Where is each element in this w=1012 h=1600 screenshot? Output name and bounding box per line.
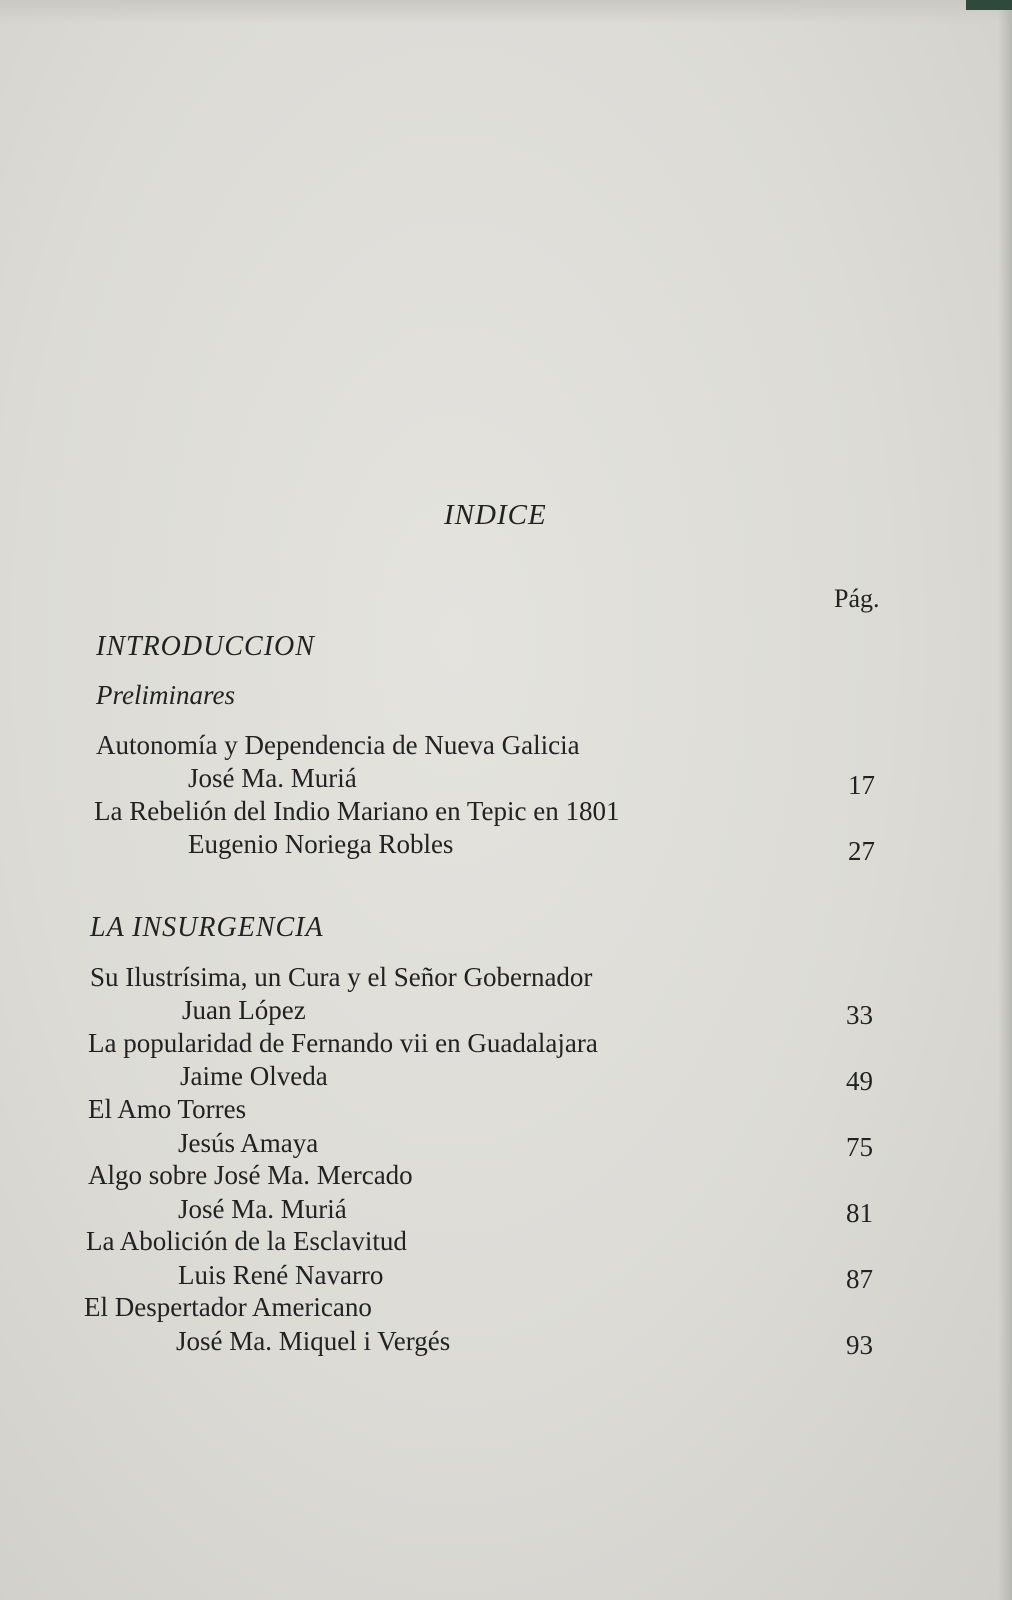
entry-title: El Amo Torres [88, 1094, 247, 1124]
entry-author: José Ma. Muriá [188, 763, 357, 793]
entry-author: Luis René Navarro [178, 1260, 384, 1290]
page-title: INDICE [444, 499, 547, 531]
page-right-shadow [998, 0, 1012, 1600]
entry-author: Jaime Olveda [180, 1061, 328, 1091]
entry-page: 75 [846, 1132, 873, 1162]
entry-author: Juan López [182, 995, 306, 1025]
entry-title: El Despertador Americano [84, 1292, 372, 1322]
entry-author: José Ma. Miquel i Vergés [176, 1326, 451, 1356]
entry-page: 87 [846, 1264, 873, 1294]
entry-page: 49 [846, 1066, 873, 1096]
entry-title: Algo sobre José Ma. Mercado [88, 1160, 413, 1190]
entry-page: 17 [848, 770, 875, 800]
entry-author: Eugenio Noriega Robles [188, 829, 454, 859]
entry-page: 33 [846, 1000, 873, 1030]
entry-title: Su Ilustrísima, un Cura y el Señor Gobernador [90, 962, 593, 992]
entry-page: 93 [846, 1330, 873, 1360]
entry-author: Jesús Amaya [178, 1128, 319, 1158]
entry-page: 81 [846, 1198, 873, 1228]
page-top-shadow [0, 0, 1012, 24]
entry-title: La Rebelión del Indio Mariano en Tepic en 1801 [94, 796, 620, 826]
entry-title: Autonomía y Dependencia de Nueva Galicia [96, 730, 580, 760]
entry-author: José Ma. Muriá [178, 1194, 347, 1224]
entry-title: La popularidad de Fernando vii en Guadalajara [88, 1028, 598, 1058]
page-column-label: Pág. [834, 584, 880, 613]
section-heading-la-insurgencia: LA INSURGENCIA [90, 912, 324, 943]
subsection-heading-preliminares: Preliminares [96, 680, 235, 710]
cover-corner [966, 0, 1012, 10]
entry-title: La Abolición de la Esclavitud [86, 1226, 407, 1256]
entry-page: 27 [848, 836, 875, 866]
section-heading-introduccion: INTRODUCCION [96, 631, 315, 662]
